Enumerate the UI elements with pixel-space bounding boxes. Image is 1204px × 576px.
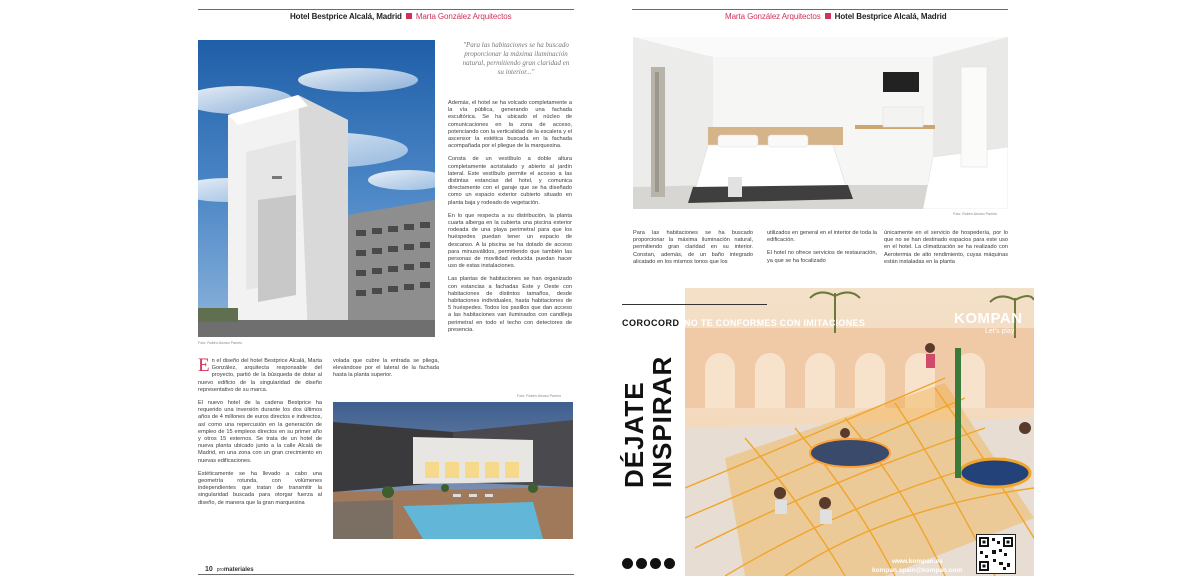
- left-running-header: [290, 12, 512, 21]
- ad-headline-line1: DÉJATE: [619, 381, 649, 488]
- qr-code[interactable]: [976, 534, 1016, 574]
- brand-name: KOMPAN: [954, 310, 1023, 327]
- paragraph: Estéticamente se ha llevado a cabo una geometría rotunda, con volúmenes independientes que tratan de transmitir la singularidad buscada para otorgar fuerza al diseño, de manera que la gran marquesina: [198, 470, 322, 506]
- ad-headline: [620, 356, 676, 488]
- header-square-icon: [825, 13, 831, 19]
- left-header-architect: Marta González Arquitectos: [415, 12, 512, 21]
- intro-paragraph: En el diseño del hotel Bestprice Alcalá, Marta González, arquitecta responsable del proyecto, partió de la búsqueda de dotar al nuevo edificio de la singularidad de diseño representativo de su marca.: [198, 355, 322, 393]
- pull-quote: "Para las habitaciones se ha buscado proporcionar la máxima iluminación natural, permitiendo gran claridad en su interior...": [462, 41, 570, 76]
- ad-email[interactable]: kompan.spain@kompan.com: [872, 567, 963, 574]
- facade-photo: [198, 40, 435, 337]
- ad-playground-image: [685, 288, 1034, 576]
- pool-photo-caption: Foto: Rubén Alonso Pamiro: [517, 394, 561, 398]
- right-header-title: Hotel Bestprice Alcalá, Madrid: [834, 12, 947, 21]
- kompan-advertisement[interactable]: [602, 288, 1034, 576]
- right-header-architect: Marta González Arquitectos: [725, 12, 821, 21]
- magazine-name-bold: materiales: [223, 567, 254, 573]
- paragraph: Para las habitaciones se ha buscado proporcionar la máxima iluminación natural, permitiendo gran claridad en su interior. Constan, además, de un baño integrado alicatado en los mismos tonos que los: [633, 230, 753, 265]
- page-number: 10: [205, 566, 213, 573]
- brand-tagline: Let's play: [985, 328, 1015, 335]
- paragraph: El nuevo hotel de la cadena Bestprice ha requerido una inversión durante los dos últimos años de 4 millones de euros directos e indirectos, así como una repercusión en la generación de empleo de 15 empleos directos en su primer año y otros 15 externos. Se trata de un hotel de nueva planta ubicado junto a la calle Alcalá de Madrid, en una zona con un gran crecimiento en nuevas edificaciones.: [198, 400, 322, 464]
- page-footer: [205, 566, 254, 573]
- header-square-icon: [406, 13, 412, 19]
- room-photo: [633, 37, 1008, 209]
- paragraph: En lo que respecta a su distribución, la planta cuarta alberga en la cubierta una piscina exterior rodeada de una playa perimetral para que los huéspedes puedan tener un espacio de descanso. A la piscina se ha dotado de acceso para minusválidos, permitiendo que también las personas de movilidad reducida puedan hacer uso de estas instalaciones.: [448, 212, 572, 270]
- right-running-header: [725, 12, 947, 21]
- right-text-column-2: [767, 230, 877, 271]
- left-text-column-1: [198, 355, 322, 513]
- right-text-column-3: [884, 230, 1008, 272]
- facebook-icon[interactable]: [650, 558, 661, 569]
- paragraph: utilizados en general en el interior de toda la edificación.: [767, 230, 877, 244]
- paragraph: Las plantas de habitaciones se han organizado con estancias a fachadas Este y Oeste con habitaciones de distintos tamaños, desde habitaciones individuales, hasta habitaciones de 5 huéspedes. Todos los pasillos que dan acceso a las habitaciones van iluminados con candileja perimetral en todo el techo con detectores de presencia.: [448, 276, 572, 333]
- paragraph: únicamente en el servicio de hospedería, por lo que no se han destinado espacios para este uso en el hotel. La climatización se ha realizado con Aerotermia de alto rendimiento, cuyas máquinas están instaladas en la planta: [884, 230, 1008, 265]
- facade-photo-caption: Foto: Rubén Alonso Pamiro: [198, 341, 242, 345]
- magazine-name: pro: [216, 567, 224, 573]
- dropcap: E: [198, 355, 210, 376]
- left-footer-rule: [198, 574, 574, 575]
- ad-product-name: COROCORD: [622, 318, 680, 328]
- paragraph: El hotel no ofrece servicios de restauración, ya que se ha focalizado: [767, 250, 877, 264]
- ad-divider-line: [622, 304, 767, 305]
- right-text-column-1: [633, 230, 753, 272]
- pool-photo: [333, 402, 573, 539]
- paragraph: Consta de un vestíbulo a doble altura completamente acristalado y abierto al jardín lateral. Este vestíbulo permite el acceso a las distintas estancias del hotel, y comunica directamente con el garaje que se ha diseñado como un espacio exterior cubierto situado en planta baja y rodeado de vegetación.: [448, 156, 572, 206]
- left-header-title: Hotel Bestprice Alcalá, Madrid: [290, 12, 402, 21]
- paragraph: Además, el hotel se ha volcado completamente a la vía pública, generando una fachada escultórica. Se ha ubicado el núcleo de comunicaciones en la zona de acceso, potenciando con la verticalidad de la escalera y el ascensor la estética buscada en la fachada acompañada por el pliegue de la marquesina.: [448, 100, 572, 150]
- instagram-icon[interactable]: [622, 558, 633, 569]
- left-header-rule: [198, 9, 574, 10]
- ad-slogan: NO TE CONFORMES CON IMITACIONES: [684, 318, 866, 328]
- right-header-rule: [632, 9, 1008, 10]
- ad-url[interactable]: www.kompan.es: [892, 558, 943, 565]
- left-text-column-2: [333, 358, 439, 386]
- room-photo-caption: Foto: Rubén Alonso Pamiro: [953, 212, 997, 216]
- youtube-icon[interactable]: [664, 558, 675, 569]
- ad-headline-line2: INSPIRAR: [647, 355, 677, 488]
- kompan-logo: [954, 310, 1023, 327]
- social-icons: [622, 558, 675, 569]
- paragraph: volada que cubre la entrada se pliega, elevándose por el lateral de la fachada hasta la planta superior.: [333, 358, 439, 379]
- left-text-column-3: [448, 100, 572, 340]
- linkedin-icon[interactable]: [636, 558, 647, 569]
